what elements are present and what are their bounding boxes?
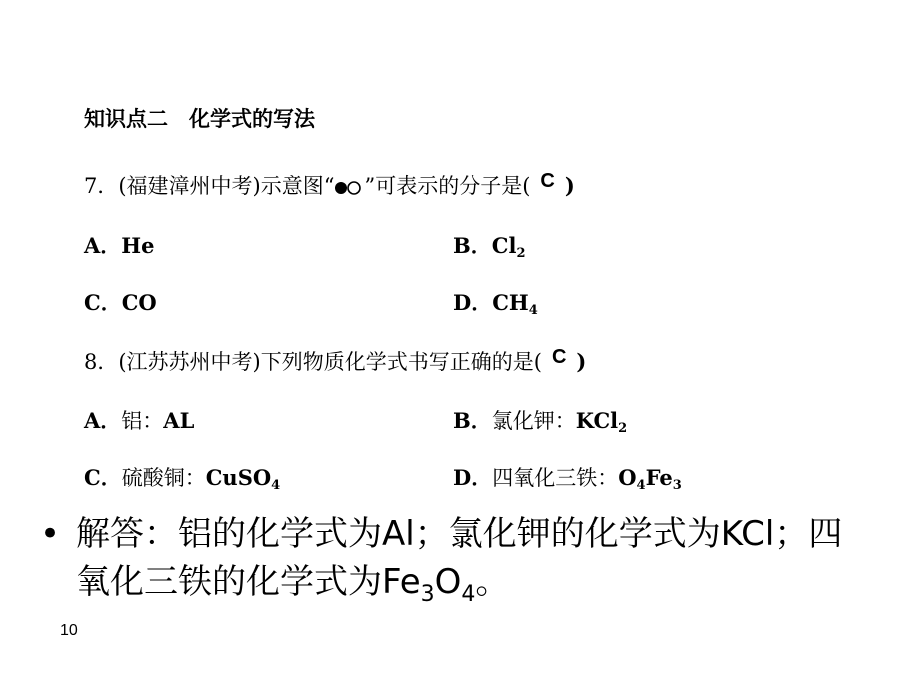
option-formula: AL [163,408,195,433]
option-name: 硫酸铜： [121,466,206,490]
option-text: CO [121,290,157,315]
subscript: 3 [420,582,435,607]
explanation-part: 解答：铝的化学式为Al；氯化钾的化学式为KCl；四氧化三铁的化学式为Fe [76,514,843,602]
explanation-part: O [434,562,462,602]
q7-option-a [84,230,155,260]
option-formula: CuSO [205,465,272,490]
option-label: C． [84,290,122,315]
explanation-text [76,510,876,606]
option-formula: Fe [645,465,673,490]
option-label: D． [453,290,493,315]
option-label: A． [84,408,122,433]
subscript: 3 [672,478,682,493]
q8-option-a [84,405,194,435]
q8-close: ) [576,349,587,374]
option-label: A． [84,233,122,258]
option-label: C． [84,465,122,490]
option-text: CH [492,290,529,315]
question-8 [84,346,586,376]
subscript: 2 [516,246,526,261]
q8-option-b [453,405,627,435]
option-text: He [121,233,155,258]
subscript: 4 [271,478,281,493]
option-name: 铝： [121,409,164,433]
q7-option-b [453,230,526,260]
option-label: B． [453,408,492,433]
q8-answer: C [551,346,567,368]
option-name: 四氧化三铁： [492,466,619,490]
molecule-diagram-icon [334,179,364,197]
bullet-icon: • [40,514,61,554]
subscript: 4 [636,478,646,493]
section-title: 知识点二 化学式的写法 [84,106,315,131]
option-formula: O [618,465,637,490]
q7-prefix: 7．(福建漳州中考)示意图“ [84,174,335,198]
q8-prefix: 8．(江苏苏州中考)下列物质化学式书写正确的是( [84,350,542,374]
explanation-part: 。 [475,562,510,602]
subscript: 2 [618,421,628,436]
q7-option-c [84,287,157,317]
option-formula: KCl [575,408,619,433]
subscript: 4 [528,303,538,318]
option-label: D． [453,465,493,490]
option-label: B． [453,233,492,258]
subscript: 4 [461,582,476,607]
option-text: Cl [491,233,517,258]
q7-close: ) [564,173,575,198]
page-number: 10 [60,622,78,639]
option-name: 氯化钾： [491,409,576,433]
q8-option-c [84,462,280,492]
q8-option-d [453,462,682,492]
q7-answer: C [540,170,555,192]
q7-suffix: ”可表示的分子是( [364,174,531,198]
question-7 [84,170,575,200]
q7-option-d [453,287,538,317]
